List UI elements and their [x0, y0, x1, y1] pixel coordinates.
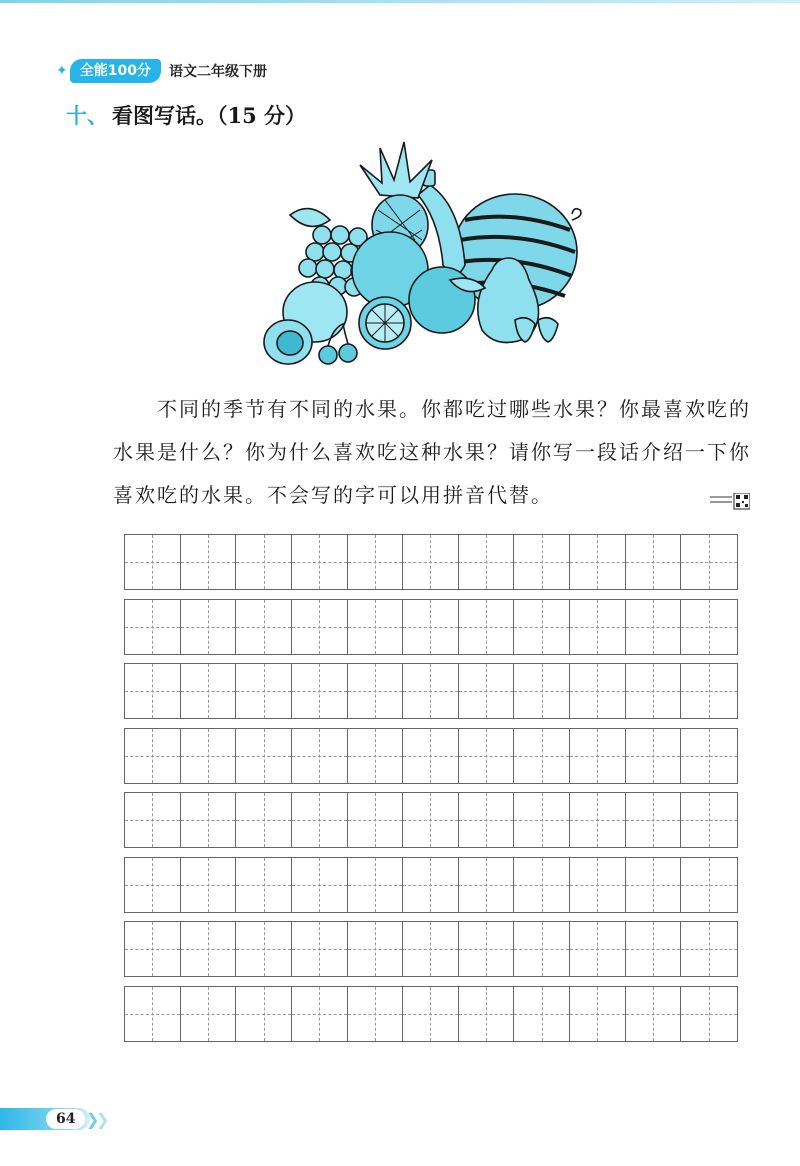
writing-cell[interactable] — [514, 793, 570, 847]
writing-cell[interactable] — [626, 600, 682, 654]
writing-cell[interactable] — [459, 664, 515, 718]
qr-code-icon — [710, 493, 750, 513]
writing-cell[interactable] — [570, 922, 626, 976]
writing-cell[interactable] — [125, 987, 181, 1041]
writing-cell[interactable] — [459, 858, 515, 912]
writing-cell[interactable] — [125, 729, 181, 783]
writing-cell[interactable] — [514, 922, 570, 976]
writing-cell[interactable] — [348, 922, 404, 976]
fruit-illustration — [260, 140, 590, 375]
writing-cell[interactable] — [570, 793, 626, 847]
writing-cell[interactable] — [681, 600, 737, 654]
writing-cell[interactable] — [681, 793, 737, 847]
writing-cell[interactable] — [292, 600, 348, 654]
writing-cell[interactable] — [681, 922, 737, 976]
writing-cell[interactable] — [514, 987, 570, 1041]
writing-cell[interactable] — [181, 729, 237, 783]
writing-cell[interactable] — [626, 987, 682, 1041]
page-header — [56, 56, 267, 86]
book-title: 语文二年级下册 — [168, 64, 267, 80]
writing-cell[interactable] — [403, 664, 459, 718]
writing-cell[interactable] — [403, 600, 459, 654]
writing-row[interactable] — [124, 792, 738, 848]
writing-cell[interactable] — [570, 858, 626, 912]
writing-row[interactable] — [124, 728, 738, 784]
writing-row[interactable] — [124, 857, 738, 913]
question-title: 看图写话。（15 分） — [112, 103, 307, 128]
writing-cell[interactable] — [459, 600, 515, 654]
pineapple-icon — [360, 142, 432, 198]
writing-cell[interactable] — [292, 858, 348, 912]
writing-cell[interactable] — [459, 535, 515, 589]
writing-cell[interactable] — [403, 922, 459, 976]
writing-cell[interactable] — [626, 729, 682, 783]
writing-cell[interactable] — [181, 922, 237, 976]
writing-prompt — [113, 388, 753, 517]
writing-cell[interactable] — [514, 729, 570, 783]
writing-cell[interactable] — [125, 858, 181, 912]
writing-cell[interactable] — [348, 858, 404, 912]
writing-cell[interactable] — [459, 922, 515, 976]
writing-cell[interactable] — [570, 600, 626, 654]
writing-cell[interactable] — [181, 600, 237, 654]
writing-cell[interactable] — [681, 664, 737, 718]
writing-cell[interactable] — [236, 987, 292, 1041]
writing-cell[interactable] — [403, 987, 459, 1041]
writing-cell[interactable] — [403, 729, 459, 783]
writing-cell[interactable] — [403, 535, 459, 589]
writing-row[interactable] — [124, 599, 738, 655]
series-badge: 全能100分 — [70, 59, 161, 83]
writing-cell[interactable] — [348, 793, 404, 847]
writing-cell[interactable] — [459, 987, 515, 1041]
writing-row[interactable] — [124, 534, 738, 590]
writing-cell[interactable] — [236, 729, 292, 783]
writing-cell[interactable] — [459, 793, 515, 847]
writing-cell[interactable] — [681, 535, 737, 589]
writing-row[interactable] — [124, 663, 738, 719]
apple-icon — [409, 267, 475, 333]
page-number: 64 — [46, 1109, 85, 1129]
writing-cell[interactable] — [681, 729, 737, 783]
writing-row[interactable] — [124, 921, 738, 977]
top-rule — [0, 0, 800, 3]
writing-cell[interactable] — [292, 987, 348, 1041]
writing-cell[interactable] — [292, 535, 348, 589]
writing-cell[interactable] — [681, 858, 737, 912]
chevron-right-icon: ❯ — [96, 1110, 110, 1129]
sparkle-icon: ✦ — [56, 63, 68, 79]
writing-cell[interactable] — [570, 535, 626, 589]
writing-row[interactable] — [124, 986, 738, 1042]
writing-cell[interactable] — [403, 858, 459, 912]
writing-cell[interactable] — [292, 793, 348, 847]
writing-cell[interactable] — [236, 664, 292, 718]
writing-cell[interactable] — [570, 664, 626, 718]
writing-cell[interactable] — [626, 922, 682, 976]
writing-cell[interactable] — [181, 535, 237, 589]
writing-cell[interactable] — [570, 729, 626, 783]
writing-cell[interactable] — [348, 987, 404, 1041]
writing-cell[interactable] — [292, 664, 348, 718]
writing-grid[interactable] — [124, 534, 738, 1050]
writing-cell[interactable] — [125, 793, 181, 847]
writing-cell[interactable] — [292, 922, 348, 976]
writing-cell[interactable] — [236, 600, 292, 654]
writing-cell[interactable] — [236, 922, 292, 976]
writing-cell[interactable] — [626, 535, 682, 589]
writing-cell[interactable] — [348, 664, 404, 718]
question-heading — [66, 100, 306, 130]
writing-cell[interactable] — [181, 987, 237, 1041]
writing-cell[interactable] — [626, 664, 682, 718]
writing-cell[interactable] — [348, 600, 404, 654]
writing-cell[interactable] — [236, 858, 292, 912]
writing-cell[interactable] — [292, 729, 348, 783]
writing-cell[interactable] — [570, 987, 626, 1041]
chevron-right-icon: ❯ — [86, 1110, 100, 1129]
writing-cell[interactable] — [514, 600, 570, 654]
writing-cell[interactable] — [459, 729, 515, 783]
writing-cell[interactable] — [626, 858, 682, 912]
writing-cell[interactable] — [403, 793, 459, 847]
question-number: 十、 — [66, 103, 108, 128]
writing-cell[interactable] — [626, 793, 682, 847]
writing-cell[interactable] — [125, 600, 181, 654]
writing-cell[interactable] — [348, 729, 404, 783]
writing-cell[interactable] — [236, 535, 292, 589]
writing-cell[interactable] — [125, 922, 181, 976]
writing-cell[interactable] — [125, 664, 181, 718]
writing-cell[interactable] — [514, 664, 570, 718]
cherry-icon — [319, 346, 337, 364]
prompt-paragraph: 不同的季节有不同的水果。你都吃过哪些水果？你最喜欢吃的水果是什么？你为什么喜欢吃这种水果？请你写一段话介绍一下你喜欢吃的水果。不会写的字可以用拼音代替。 — [113, 397, 751, 507]
writing-cell[interactable] — [514, 858, 570, 912]
writing-cell[interactable] — [181, 858, 237, 912]
writing-cell[interactable] — [181, 793, 237, 847]
writing-cell[interactable] — [125, 535, 181, 589]
writing-cell[interactable] — [348, 535, 404, 589]
writing-cell[interactable] — [236, 793, 292, 847]
writing-cell[interactable] — [514, 535, 570, 589]
writing-cell[interactable] — [681, 987, 737, 1041]
writing-cell[interactable] — [181, 664, 237, 718]
